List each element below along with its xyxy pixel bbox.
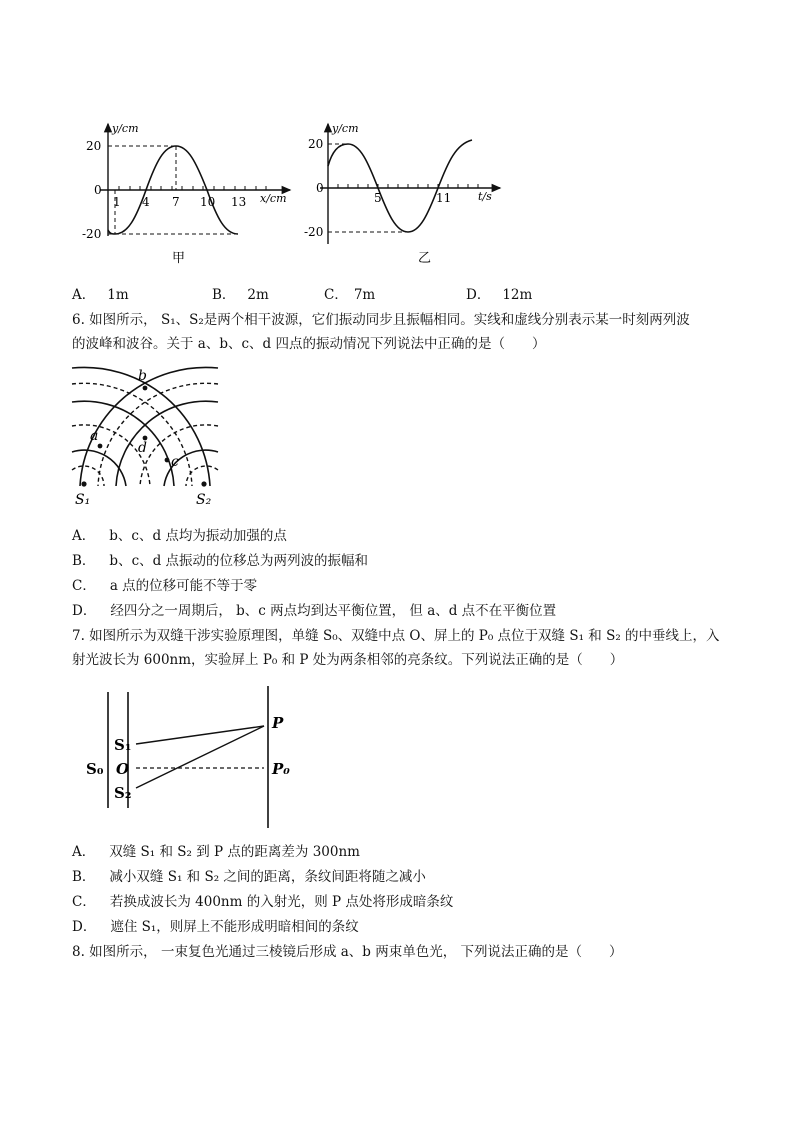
jia-x-label: x/cm — [260, 192, 287, 205]
q6-label-d: d — [138, 440, 147, 456]
q7-label-s0: S₀ — [86, 760, 104, 778]
q6-label-a: a — [90, 428, 99, 444]
yi-y-label: y/cm — [332, 122, 359, 135]
q6-label-s1: S₁ — [75, 492, 91, 508]
figure-jia-wave-graph — [80, 118, 295, 268]
q6-option-d: D． 经四分之一周期后， b、c 两点均到达平衡位置， 但 a、d 点不在平衡位置 — [72, 603, 557, 619]
jia-y-tick-0: 0 — [94, 183, 102, 197]
q6-stem-line1: 6. 如图所示， S₁、S₂是两个相干波源，它们振动同步且振幅相同。实线和虚线分别表示某一时刻两列波 — [72, 312, 690, 328]
figure-yi-vibration-graph — [300, 118, 510, 270]
q7-label-s2: S₂ — [114, 784, 132, 802]
q5-option-d: D． 12m — [466, 287, 533, 303]
yi-y-tick-20: 20 — [308, 137, 324, 151]
q7-label-s1: S₁ — [114, 736, 132, 754]
q7-stem-line1: 7. 如图所示为双缝干涉实验原理图，单缝 S₀、双缝中点 O、屏上的 P₀ 点位于双缝 S₁ 和 S₂ 的中垂线上，入 — [72, 628, 720, 644]
q5-option-b: B． 2m — [212, 287, 269, 303]
jia-x-tick-1: 1 — [113, 195, 121, 209]
q6-option-a: A． b、c、d 点均为振动加强的点 — [72, 528, 287, 544]
q6-label-c: c — [171, 454, 179, 470]
q5-option-a: A． 1m — [72, 287, 129, 303]
q7-option-b: B． 减小双缝 S₁ 和 S₂ 之间的距离，条纹间距将随之减小 — [72, 869, 426, 885]
yi-caption: 乙 — [418, 251, 432, 266]
jia-caption: 甲 — [172, 251, 186, 266]
jia-x-tick-13: 13 — [231, 195, 247, 209]
q7-stem-line2: 射光波长为 600nm，实验屏上 P₀ 和 P 处为两条相邻的亮条纹。下列说法正确的是（ ） — [72, 652, 624, 668]
q6-option-c: C． a 点的位移可能不等于零 — [72, 578, 258, 594]
q7-option-c: C． 若换成波长为 400nm 的入射光，则 P 点处将形成暗条纹 — [72, 894, 454, 910]
yi-x-tick-5: 5 — [374, 191, 382, 205]
q7-label-p0: P₀ — [272, 760, 290, 778]
q6-option-b: B． b、c、d 点振动的位移总为两列波的振幅和 — [72, 553, 369, 569]
q7-option-a: A． 双缝 S₁ 和 S₂ 到 P 点的距离差为 300nm — [72, 844, 360, 860]
jia-x-tick-4: 4 — [142, 195, 150, 209]
q7-double-slit-figure — [80, 684, 300, 832]
q6-interference-figure — [70, 366, 220, 512]
jia-y-label: y/cm — [112, 122, 139, 135]
q7-label-p: P — [272, 714, 284, 732]
q6-label-b: b — [138, 368, 147, 384]
q6-stem-line2: 的波峰和波谷。关于 a、b、c、d 四点的振动情况下列说法中正确的是（ ） — [72, 336, 546, 352]
yi-wave-curve — [328, 140, 472, 232]
q7-option-d: D． 遮住 S₁，则屏上不能形成明暗相间的条纹 — [72, 919, 359, 935]
q8-stem-line1: 8. 如图所示， 一束复色光通过三棱镜后形成 a、b 两束单色光， 下列说法正确的是（ ） — [72, 944, 623, 960]
jia-x-tick-10: 10 — [200, 195, 216, 209]
q7-label-o: O — [116, 760, 130, 778]
q5-option-c: C． 7m — [324, 287, 376, 303]
q6-label-s2: S₂ — [196, 492, 212, 508]
yi-y-tick-0: 0 — [316, 181, 324, 195]
jia-y-tick-20: 20 — [86, 139, 102, 153]
yi-x-tick-11: 11 — [436, 191, 452, 205]
jia-x-tick-7: 7 — [172, 195, 180, 209]
yi-y-tick-neg20: -20 — [304, 225, 324, 239]
yi-x-label: t/s — [478, 190, 492, 203]
jia-y-tick-neg20: -20 — [82, 227, 102, 241]
